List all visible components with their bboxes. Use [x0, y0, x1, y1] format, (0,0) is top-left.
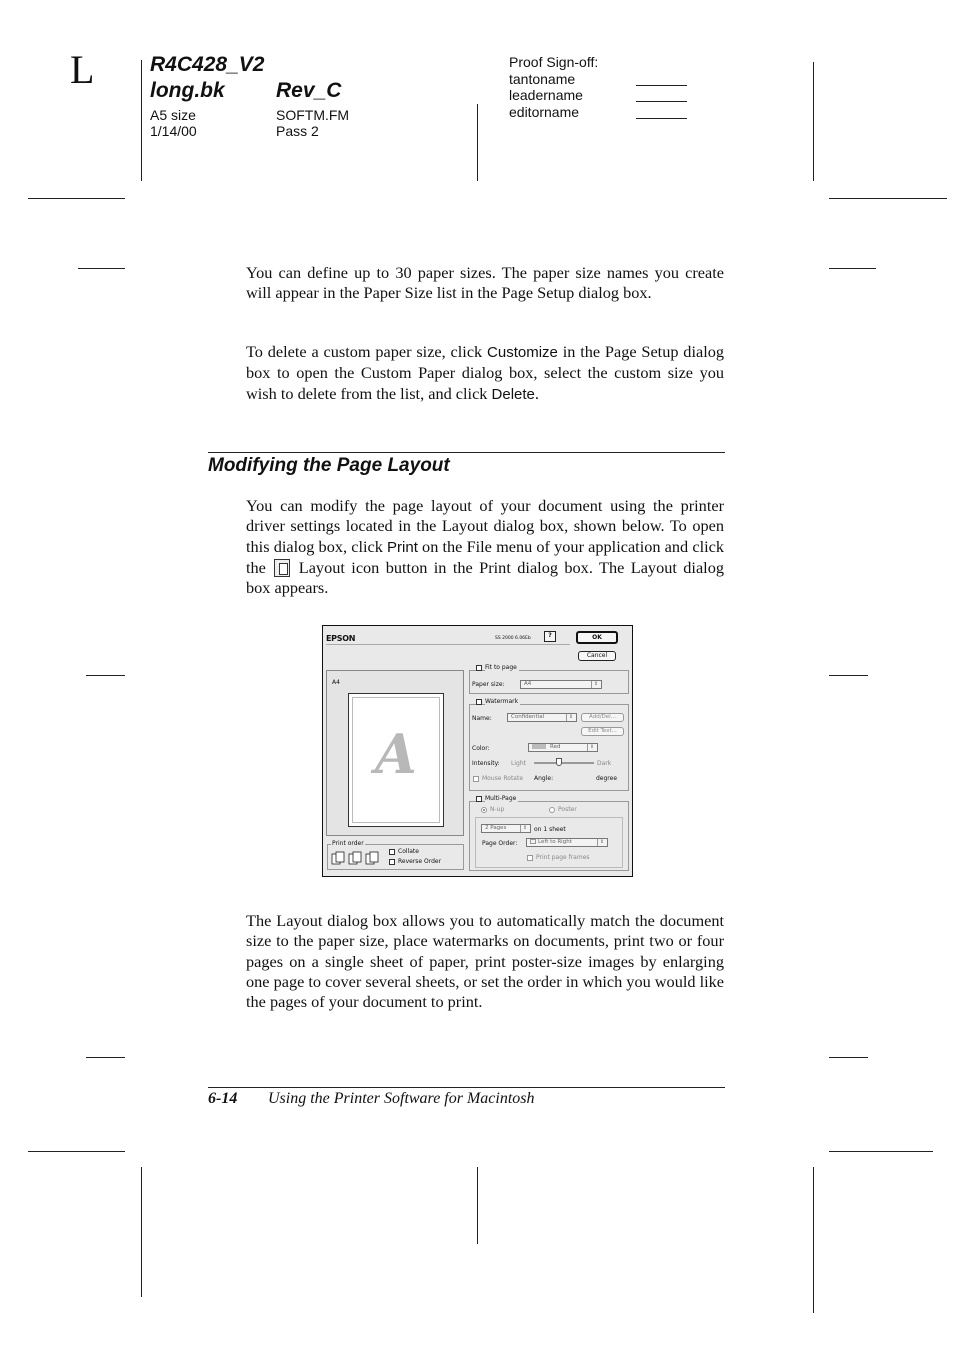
crop-mark — [78, 268, 125, 269]
ok-button[interactable]: OK — [576, 631, 618, 644]
crop-mark — [829, 268, 876, 269]
paper-size-note: A5 size — [150, 107, 196, 123]
crop-mark — [141, 1167, 142, 1297]
watermark-checkbox[interactable] — [476, 699, 482, 705]
paragraph: You can define up to 30 paper sizes. The paper size names you create will appear in the Paper Size list in the Page Setup dialog box. — [246, 263, 724, 303]
paragraph: The Layout dialog box allows you to automatically match the document size to the paper size, place watermarks on documents, print two or four pages on a single sheet of paper, print poster-size images by enlarging one page to cover several sheets, or set the order in which you would like the pages of your document to print. — [246, 911, 724, 1012]
edit-text-button[interactable]: Edit Text... — [581, 727, 624, 736]
version-label: SS 2000 6.06Eb — [495, 636, 531, 641]
doc-code: R4C428_V2 — [150, 53, 265, 76]
crop-mark — [477, 104, 478, 181]
degree-label: degree — [596, 775, 618, 782]
page-number: 6-14 — [208, 1090, 238, 1107]
crop-mark — [28, 1151, 125, 1152]
angle-label: Angle: — [534, 775, 554, 782]
crop-mark — [829, 198, 947, 199]
dialog-divider — [326, 644, 570, 645]
fit-to-page-checkbox[interactable] — [476, 665, 482, 671]
section-title: Modifying the Page Layout — [208, 455, 450, 476]
proof-name: leadername — [509, 87, 583, 103]
updown-arrow-icon: ⇕ — [597, 839, 606, 846]
updown-arrow-icon: ⇕ — [591, 681, 600, 688]
name-label: Name: — [472, 715, 492, 722]
paper-size-select[interactable]: A4 ⇕ — [520, 680, 602, 689]
fit-to-page-label: Fit to page — [485, 664, 517, 671]
crop-mark — [141, 60, 142, 181]
paragraph: To delete a custom paper size, click Customize in the Page Setup dialog box to open the Custom Paper dialog box, select the custom size you wish to delete from the list, and click Delete. — [246, 342, 724, 403]
intensity-dark-label: Dark — [597, 760, 612, 767]
print-order-icons — [331, 851, 379, 867]
book-name: long.bk — [150, 79, 225, 102]
watermark-label: Watermark — [485, 698, 519, 705]
crop-mark — [813, 1167, 814, 1313]
crop-mark — [477, 1167, 478, 1244]
mouse-rotate-checkbox[interactable] — [473, 776, 479, 782]
nup-radio[interactable] — [481, 807, 487, 813]
command-delete: Delete — [491, 385, 535, 403]
reverse-order-label: Reverse Order — [398, 858, 442, 865]
signoff-line — [636, 118, 687, 119]
help-button[interactable]: ? — [544, 631, 556, 642]
paragraph: You can modify the page layout of your document using the printer driver settings located in the Layout dialog box, shown below. To open this dialog box, click Print on the File menu of your application and click the Layout icon button in the Print dialog box. The Layout dialog box appears. — [246, 496, 724, 598]
cancel-button[interactable]: Cancel — [578, 651, 616, 661]
footer-rule — [208, 1087, 725, 1088]
mouse-rotate-label: Mouse Rotate — [482, 775, 524, 782]
pages-select[interactable]: 2 Pages ⇕ — [481, 824, 531, 833]
page-order-select[interactable]: Left to Right ⇕ — [526, 838, 608, 847]
proof-name: tantoname — [509, 71, 576, 87]
crop-mark — [829, 1151, 933, 1152]
crop-mark — [829, 675, 868, 676]
crop-mark — [86, 675, 125, 676]
multi-page-label: Multi-Page — [485, 795, 517, 802]
signoff-line — [636, 101, 687, 102]
page-side-letter: L — [70, 47, 95, 92]
command-print: Print — [387, 538, 418, 556]
print-order-label: Print order — [332, 840, 364, 847]
on-sheet-label: on 1 sheet — [534, 826, 566, 833]
pass: Pass 2 — [276, 123, 319, 139]
poster-label: Poster — [558, 806, 577, 813]
crop-mark — [829, 1057, 868, 1058]
updown-arrow-icon: ⇕ — [520, 825, 529, 832]
poster-radio[interactable] — [549, 807, 555, 813]
paper-size-label: Paper size: — [472, 681, 505, 688]
proof-name: editorname — [509, 104, 580, 120]
file-name: SOFTM.FM — [276, 107, 350, 123]
crop-mark — [86, 1057, 125, 1058]
crop-mark — [28, 198, 125, 199]
layout-icon — [274, 559, 290, 577]
intensity-light-label: Light — [511, 760, 526, 767]
print-frames-checkbox[interactable] — [527, 855, 533, 861]
print-frames-label: Print page frames — [536, 854, 590, 861]
multi-page-checkbox[interactable] — [476, 796, 482, 802]
updown-arrow-icon: ⇕ — [587, 744, 596, 751]
updown-arrow-icon: ⇕ — [566, 714, 575, 721]
intensity-label: Intensity: — [472, 760, 500, 767]
intensity-slider-thumb[interactable] — [556, 758, 562, 766]
proof-title: Proof Sign-off: — [509, 54, 599, 70]
page-order-icon — [530, 839, 536, 844]
collate-checkbox[interactable] — [389, 849, 395, 855]
nup-label: N-up — [490, 806, 505, 813]
command-customize: Customize — [487, 344, 558, 361]
crop-mark — [813, 62, 814, 181]
preview-page — [348, 693, 444, 827]
preview-panel — [326, 670, 464, 836]
preview-size-label: A4 — [332, 679, 340, 686]
watermark-preview-letter: A — [375, 722, 417, 786]
watermark-color-select[interactable]: Red ⇕ — [528, 743, 598, 752]
running-footer-title: Using the Printer Software for Macintosh — [268, 1090, 535, 1107]
page-order-label: Page Order: — [482, 840, 518, 847]
add-del-button[interactable]: Add/Del... — [581, 713, 624, 722]
color-label: Color: — [472, 745, 490, 752]
reverse-order-checkbox[interactable] — [389, 859, 395, 865]
layout-dialog — [322, 625, 633, 877]
date: 1/14/00 — [150, 123, 197, 139]
collate-label: Collate — [398, 848, 419, 855]
page-stack-icon — [331, 851, 379, 865]
revision: Rev_C — [276, 79, 342, 102]
signoff-line — [636, 85, 687, 86]
epson-logo: EPSON — [326, 634, 356, 643]
intensity-slider[interactable] — [534, 762, 594, 764]
watermark-name-select[interactable]: Confidential ⇕ — [507, 713, 577, 722]
color-swatch — [532, 744, 546, 749]
